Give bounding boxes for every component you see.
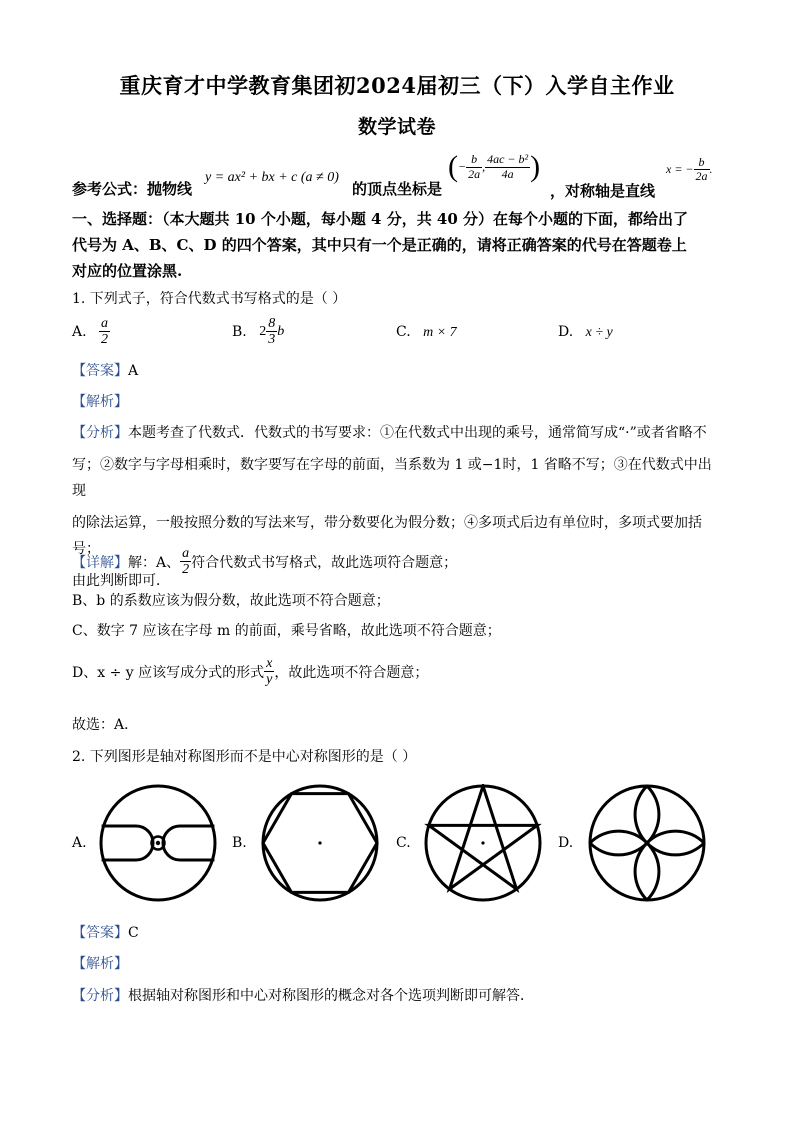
q1-option-a: A. $\frac{a}{2}$ <box>72 316 109 348</box>
circle-with-pentagram-icon <box>419 784 547 902</box>
q2-label-c: C. <box>396 835 411 851</box>
section-heading: 一、选择题：（本大题共 10 个小题，每小题 4 分，共 40 分）在每个小题的下面，都给出了 代号为 A、B、C、D 的四个答案，其中只有一个是正确的，请将正确答案的代号在答题卷上 对应的位置涂黑. <box>72 210 689 280</box>
q1-analysis-tag: 【解析】 <box>72 394 128 410</box>
q1-option-b: B. 2 $\frac{8}{3}$ b <box>232 316 285 348</box>
formula-prefix: 参考公式：抛物线 <box>72 180 193 198</box>
q2-answer: 【答案】C <box>72 925 139 941</box>
circle-with-four-petals-icon <box>583 784 711 902</box>
page-subtitle: 数学试卷 <box>357 116 436 138</box>
circle-with-two-half-pills-icon <box>94 784 222 902</box>
q2-fenxi: 【分析】根据轴对称图形和中心对称图形的概念对各个选项判断即可解答． <box>72 988 534 1004</box>
formula-axis: x = − $\frac{b}{2a}$ . <box>666 155 713 184</box>
q1-detail-d: D、x ÷ y 应该写成分式的形式 $\frac{x}{y}$ ，故此选项不符合题意； <box>72 656 429 688</box>
page-title: 重庆育才中学教育集团初2024届初三（下）入学自主作业 <box>119 73 675 98</box>
q2-label-b: B. <box>232 835 247 851</box>
q2-label-a: A. <box>72 835 87 851</box>
q1-detail-c: C、数字 7 应该在字母 m 的前面，乘号省略，故此选项不符合题意； <box>72 623 501 639</box>
q1-detail-b: B、b 的系数应该为假分数，故此选项不符合题意； <box>72 593 390 609</box>
q2-analysis-tag: 【解析】 <box>72 956 128 972</box>
formula-parabola: y = ax² + bx + c (a ≠ 0) <box>205 170 339 185</box>
formula-vertex: (− $\frac{b}{2a}$ , $\frac{\text{4ac − b²}}{4a}$ ) <box>448 150 541 183</box>
q1-detail-a: 【详解】解：A、 $\frac{a}{2}$ 符合代数式书写格式，故此选项符合题意； <box>72 546 458 578</box>
question-1-stem: 1. 下列式子，符合代数式书写格式的是（ ） <box>72 291 347 307</box>
q1-conclusion: 故选：A． <box>72 717 139 733</box>
q1-answer: 【答案】A <box>72 363 139 379</box>
q1-fenxi: 【分析】本题考查了代数式．代数式的书写要求：①在代数式中出现的乘号，通常简写成“·”或者省略不 写；②数字与字母相乘时，数字要写在字母的前面，当系数为 1 或−1时，1 省略不写；③在代数式中出现 的除法运算，一般按照分数的写法来写，带分数要化为假分数；④多项式后边有单位时，多项式要加括号； 由此判断即可． <box>72 425 712 589</box>
formula-axis-label: ，对称轴是直线 <box>550 182 656 200</box>
q1-option-c: C. m × 7 <box>396 324 457 340</box>
q2-label-d: D. <box>558 835 574 851</box>
circle-with-hexagon-icon <box>256 784 384 902</box>
q1-option-d: D. x ÷ y <box>558 324 613 340</box>
question-2-stem: 2. 下列图形是轴对称图形而不是中心对称图形的是（ ） <box>72 749 417 765</box>
formula-vertex-label: 的顶点坐标是 <box>352 180 443 198</box>
